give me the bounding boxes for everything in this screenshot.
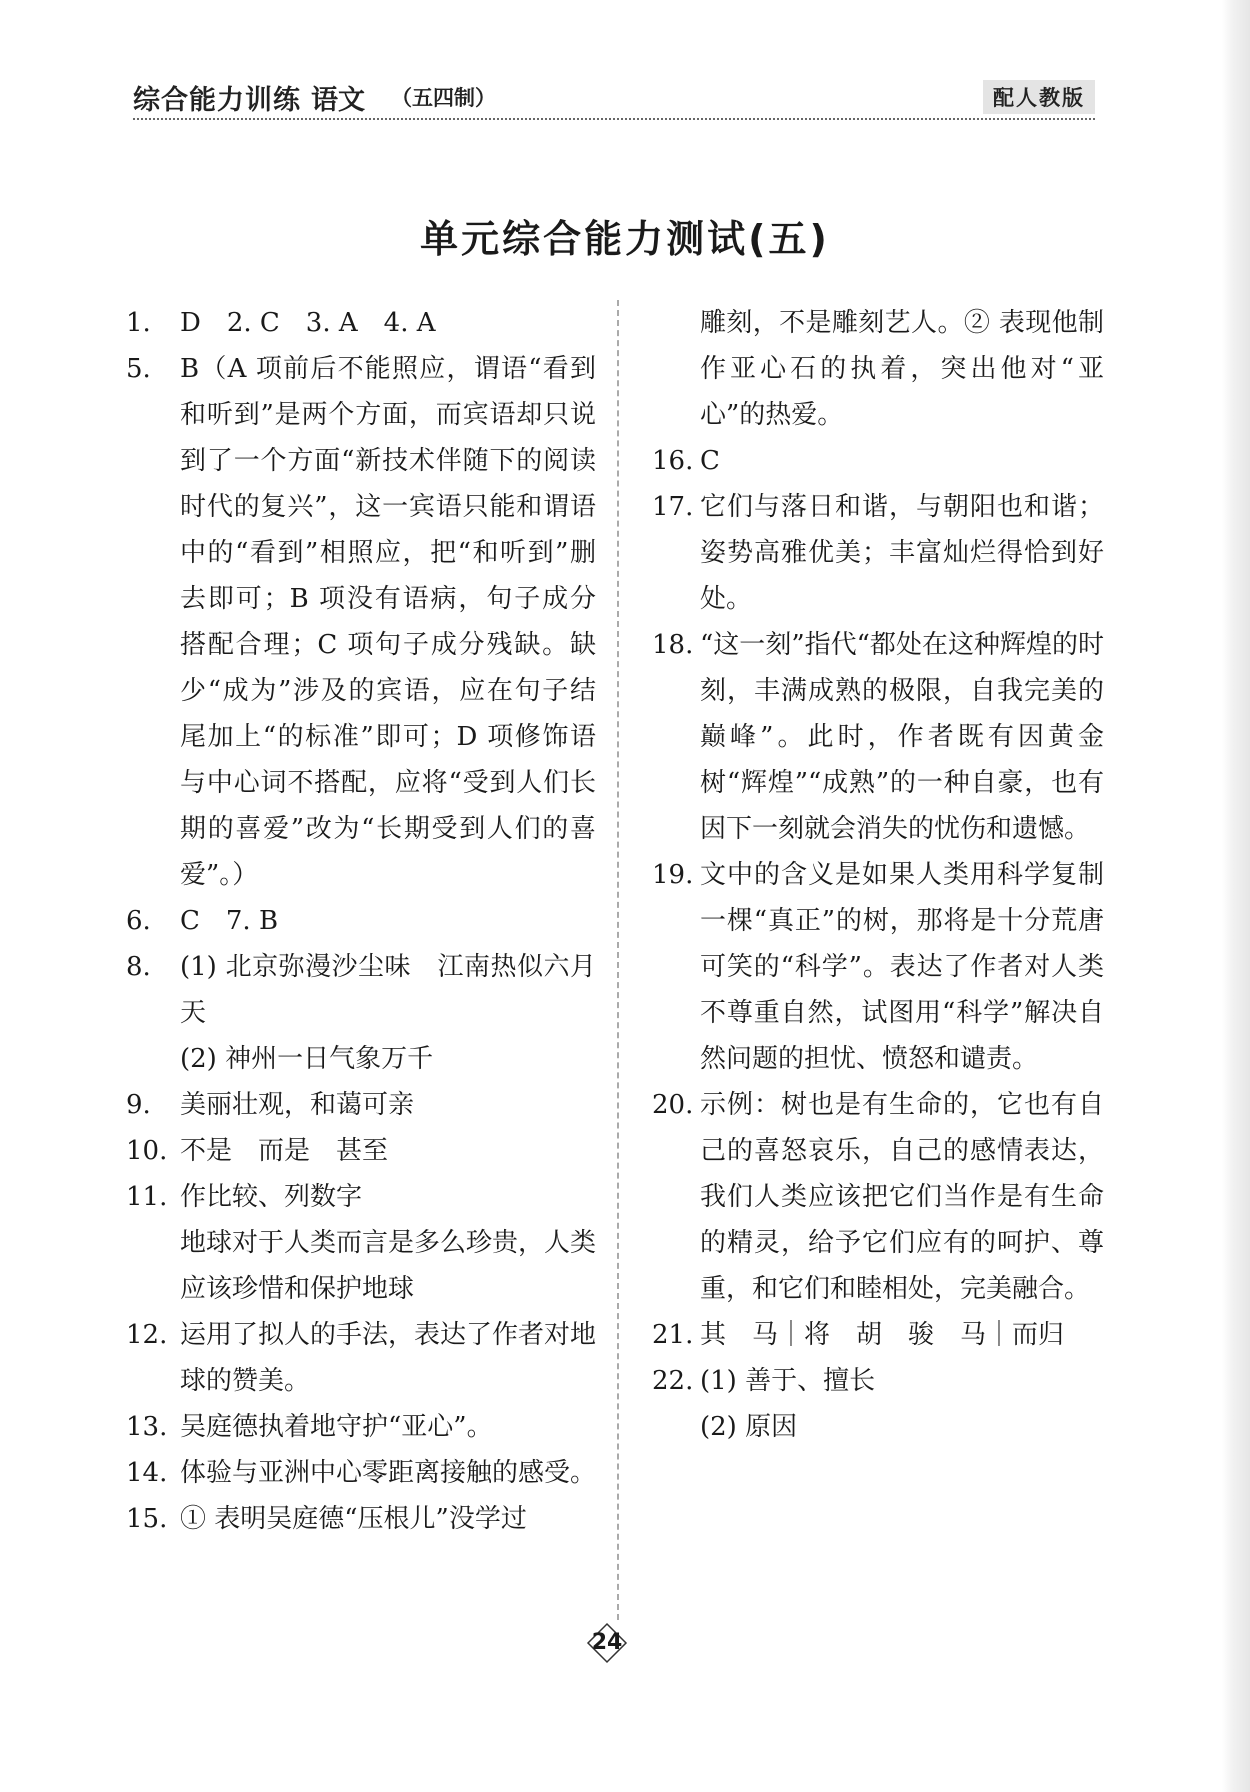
answer-number: 20. — [652, 1090, 694, 1120]
answer-text: 运用了拟人的手法，表达了作者对地球的赞美。 — [180, 1320, 597, 1396]
answer-text: C — [700, 446, 720, 476]
book-subject: 语文 — [311, 85, 365, 116]
answer-number: 1. — [126, 308, 151, 338]
answer-number: 22. — [652, 1366, 694, 1396]
answer-text: (2) 原因 — [700, 1412, 798, 1442]
page-number-badge — [586, 1622, 628, 1664]
answer-text: 雕刻，不是雕刻艺人。② 表现他制作亚心石的执着，突出他对“亚心”的热爱。 — [700, 308, 1104, 430]
answer-number: 6. — [126, 906, 151, 936]
answer-item — [652, 438, 1104, 484]
answer-item — [126, 1128, 596, 1174]
answer-text: 它们与落日和谐，与朝阳也和谐；姿势高雅优美；丰富灿烂得恰到好处。 — [700, 492, 1104, 614]
answer-text: 吴庭德执着地守护“亚心”。 — [180, 1412, 493, 1442]
answer-text: 地球对于人类而言是多么珍贵，人类应该珍惜和保护地球 — [180, 1228, 597, 1304]
answer-number: 18. — [652, 630, 694, 660]
answer-number: 5. — [126, 354, 151, 384]
page-title: 单元综合能力测试(五) — [420, 217, 830, 261]
answer-text: 示例：树也是有生命的，它也有自己的喜怒哀乐，自己的感情表达，我们人类应该把它们当作是有生命的精灵，给予它们应有的呵护、尊重，和它们和睦相处，完美融合。 — [700, 1090, 1104, 1304]
answer-number: 15. — [126, 1504, 168, 1534]
answer-text: (1) 北京弥漫沙尘味 江南热似六月天 — [180, 952, 596, 1028]
answer-number: 13. — [126, 1412, 168, 1442]
answer-text: 文中的含义是如果人类用科学复制一棵“真正”的树，那将是十分荒唐可笑的“科学”。表达了作者对人类不尊重自然，试图用“科学”解决自然问题的担忧、愤怒和谴责。 — [700, 860, 1104, 1074]
answer-item — [126, 1082, 596, 1128]
answer-column-right — [652, 300, 1104, 1450]
answer-number: 14. — [126, 1458, 168, 1488]
answer-text: (2) 神州一日气象万千 — [180, 1044, 434, 1074]
answer-text: C 7. B — [180, 906, 279, 936]
answer-number: 19. — [652, 860, 694, 890]
answer-text: (1) 善于、擅长 — [700, 1366, 876, 1396]
answer-text: B（A 项前后不能照应，谓语“看到和听到”是两个方面，而宾语却只说到了一个方面“新技术伴随下的阅读时代的复兴”，这一宾语只能和谓语中的“看到”相照应，把“和听到”删去即可；B 项没有语病，句子成分搭配合理；C 项句子成分残缺。缺少“成为”涉及的宾语，应在句子结尾加上“的标准”即可；D 项修饰语与中心词不搭配，应将“受到人们长期的喜爱”改为“长期受到人们的喜爱”。） — [180, 354, 596, 890]
answer-item — [126, 898, 596, 944]
answer-column-left — [126, 300, 596, 1542]
answer-text: 体验与亚洲中心零距离接触的感受。 — [180, 1458, 597, 1488]
answer-item — [126, 1312, 596, 1404]
column-divider — [617, 300, 619, 1620]
answer-number: 12. — [126, 1320, 168, 1350]
book-series-title: 综合能力训练 — [133, 85, 301, 116]
book-system: （五四制） — [391, 85, 496, 110]
answer-item — [126, 1174, 596, 1220]
answer-item — [652, 1082, 1104, 1312]
answer-number: 21. — [652, 1320, 694, 1350]
answer-text: “这一刻”指代“都处在这种辉煌的时刻，丰满成熟的极限，自我完美的巅峰”。此时，作者既有因黄金树“辉煌”“成熟”的一种自豪，也有因下一刻就会消失的忧伤和遗憾。 — [700, 630, 1104, 844]
answer-item — [126, 346, 596, 898]
answer-item — [652, 484, 1104, 622]
answer-item — [126, 1404, 596, 1450]
answer-item — [126, 300, 596, 346]
answer-number: 9. — [126, 1090, 151, 1120]
page-edge-shadow — [1222, 0, 1250, 1792]
answer-item — [652, 300, 1104, 438]
answer-text: D 2. C 3. A 4. A — [180, 308, 436, 338]
answer-item — [652, 1358, 1104, 1404]
header-divider — [133, 118, 1095, 120]
answer-item — [652, 1312, 1104, 1358]
answer-item — [652, 622, 1104, 852]
answer-text: ① 表明吴庭德“压根儿”没学过 — [180, 1504, 527, 1534]
answer-item — [126, 1036, 596, 1082]
running-header — [133, 78, 1095, 116]
answer-text: 不是 而是 甚至 — [180, 1136, 389, 1166]
answer-number: 8. — [126, 952, 151, 982]
answer-item — [652, 852, 1104, 1082]
answer-text: 作比较、列数字 — [180, 1182, 363, 1212]
answer-item — [126, 944, 596, 1036]
answer-number: 10. — [126, 1136, 168, 1166]
edition-badge: 配人教版 — [983, 80, 1095, 114]
page-number: 24 — [591, 1630, 623, 1655]
answer-number: 11. — [126, 1182, 168, 1212]
answer-item — [126, 1496, 596, 1542]
answer-text: 美丽壮观，和蔼可亲 — [180, 1090, 415, 1120]
answer-item — [126, 1450, 596, 1496]
answer-number: 16. — [652, 446, 694, 476]
answer-item — [652, 1404, 1104, 1450]
answer-number: 17. — [652, 492, 694, 522]
answer-item — [126, 1220, 596, 1312]
answer-text: 其 马｜将 胡 骏 马｜而归 — [700, 1320, 1065, 1350]
